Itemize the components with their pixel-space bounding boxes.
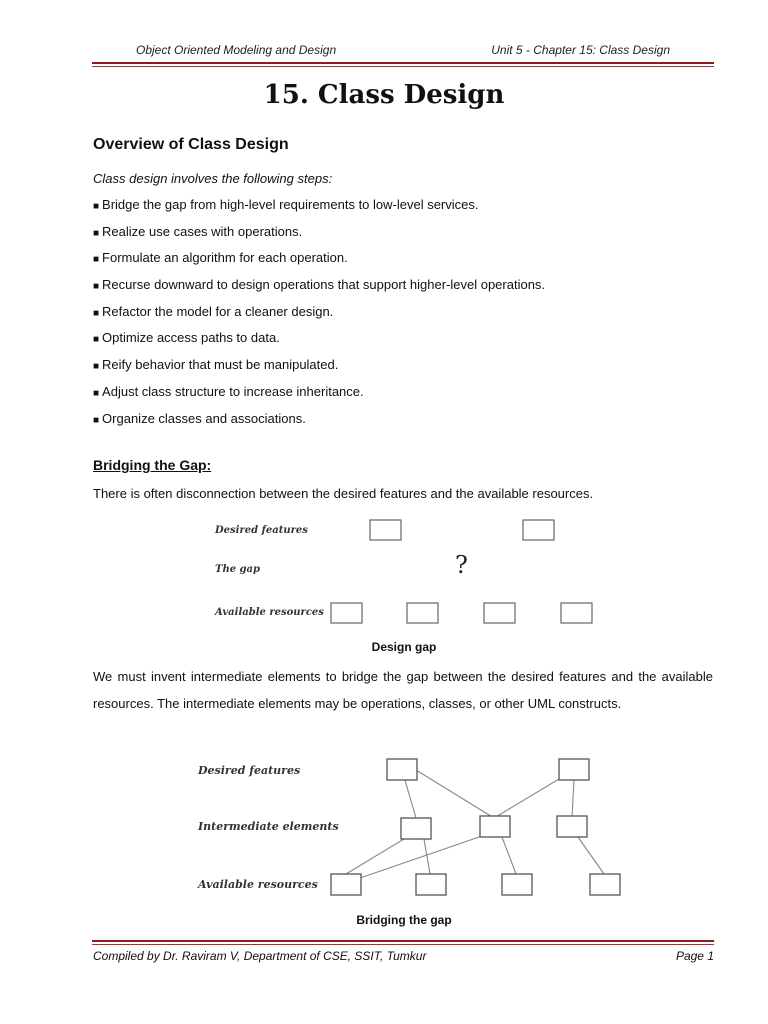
connector-line (502, 837, 516, 874)
list-item (93, 196, 545, 223)
connector-line (424, 839, 430, 874)
page-number: Page 1 (675, 949, 714, 963)
footer-credit: Compiled by Dr. Raviram V, Department of CSE, SSIT, Tumkur (93, 949, 427, 963)
intermediate-element-box (480, 816, 510, 837)
steps-list (93, 196, 545, 436)
header-rule-thick (92, 62, 714, 64)
step-text: Realize use cases with operations. (102, 223, 303, 239)
connector-line (572, 780, 574, 817)
resource-box (502, 874, 532, 895)
connector-line (494, 770, 574, 818)
desired-feature-box (523, 520, 554, 540)
overview-intro: Class design involves the following steps: (93, 171, 333, 186)
header-rule-thin (92, 66, 714, 67)
fig2-label-intermediate: Intermediate elements (198, 820, 339, 833)
step-text: Bridge the gap from high-level requirements to low-level services. (102, 197, 479, 212)
resource-box (331, 874, 361, 895)
bullet-icon: ■ (93, 281, 100, 293)
bullet-icon: ■ (93, 201, 100, 212)
bullet-icon: ■ (93, 414, 100, 426)
connector-line (416, 770, 494, 818)
list-item (93, 223, 545, 250)
header-course-title: Object Oriented Modeling and Design (136, 43, 337, 57)
step-text: Recurse downward to design operations that support higher-level operations. (102, 277, 546, 293)
gap-question-mark: ? (455, 551, 468, 579)
bullet-icon: ■ (93, 254, 100, 266)
desired-feature-box (370, 520, 401, 540)
connector-line (346, 839, 404, 874)
intermediate-element-box (401, 818, 431, 839)
desired-feature-box (387, 759, 417, 780)
resource-box (407, 603, 438, 623)
list-item (93, 303, 545, 330)
resource-box (561, 603, 592, 623)
intermediate-element-box (557, 816, 587, 837)
fig1-caption: Design gap (371, 640, 437, 654)
fig2-label-resources: Available resources (198, 878, 318, 891)
bullet-icon: ■ (93, 361, 100, 373)
list-item (93, 276, 545, 303)
bullet-icon: ■ (93, 227, 100, 239)
desired-feature-box (559, 759, 589, 780)
list-item (93, 383, 545, 410)
step-text: Refactor the model for a cleaner design. (102, 303, 334, 319)
list-item (93, 356, 545, 383)
step-text: Optimize access paths to data. (102, 330, 280, 346)
page-title: 15. Class Design (263, 80, 505, 110)
step-text: Adjust class structure to increase inheritance. (102, 383, 364, 399)
resource-box (484, 603, 515, 623)
step-text: Reify behavior that must be manipulated. (102, 357, 339, 373)
footer-rule-thick (92, 940, 714, 942)
list-item (93, 329, 545, 356)
connector-line (360, 836, 482, 878)
bridging-paragraph-2: We must invent intermediate elements to bridge the gap between the desired features and the available resources. The intermediate elements may be operations, classes, or other UML constructs. (93, 669, 713, 711)
connector-line (402, 770, 416, 818)
list-item (93, 249, 545, 276)
fig1-label-gap: The gap (215, 564, 261, 575)
fig1-label-resources: Available resources (215, 607, 324, 618)
fig1-label-desired: Desired features (215, 525, 308, 536)
step-text: Organize classes and associations. (102, 410, 306, 426)
resource-box (416, 874, 446, 895)
bridging-paragraph-1: There is often disconnection between the desired features and the available resources. (93, 486, 594, 501)
fig2-label-desired: Desired features (198, 764, 301, 777)
bullet-icon: ■ (93, 307, 100, 319)
header-chapter: Unit 5 - Chapter 15: Class Design (491, 43, 670, 57)
overview-heading: Overview of Class Design (93, 136, 289, 153)
resource-box (590, 874, 620, 895)
footer-rule-thin (92, 944, 714, 945)
bullet-icon: ■ (93, 334, 100, 346)
fig2-caption: Bridging the gap (356, 913, 452, 927)
step-text: Formulate an algorithm for each operation. (102, 250, 348, 266)
list-item (93, 410, 545, 437)
resource-box (331, 603, 362, 623)
bridging-heading: Bridging the Gap: (93, 457, 212, 473)
connector-line (578, 837, 604, 874)
bullet-icon: ■ (93, 387, 100, 399)
